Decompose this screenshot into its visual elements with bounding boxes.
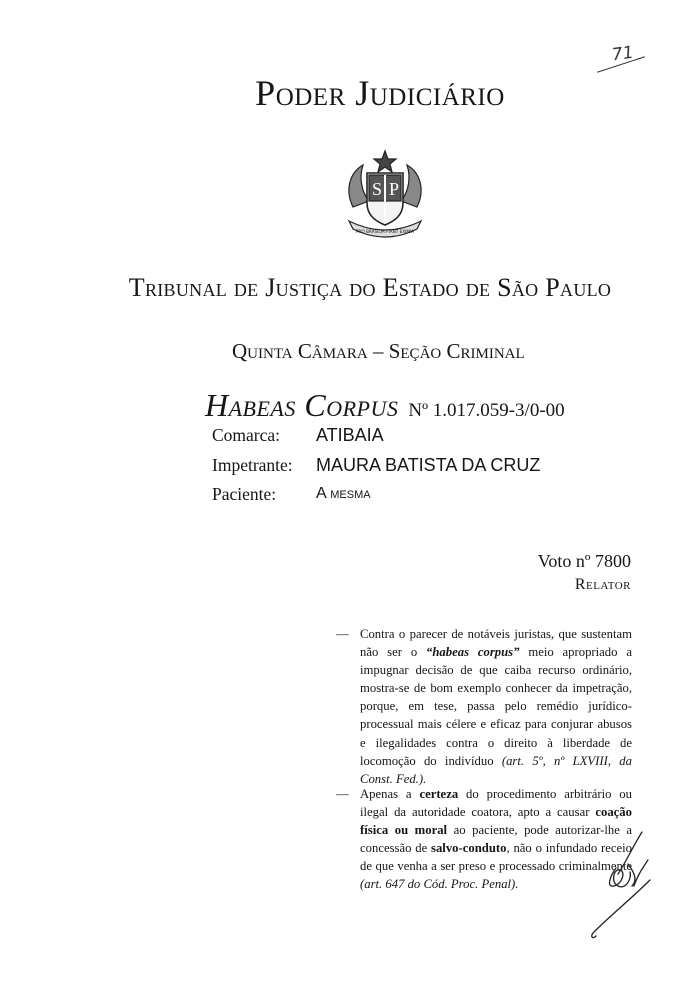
handwritten-signature-icon [572, 828, 662, 940]
seal-letter-p: P [388, 179, 400, 199]
summary-paragraph-1 [336, 625, 632, 788]
field-value-paciente: A mesma [316, 485, 371, 502]
folio-number: 71 [610, 42, 635, 66]
vote-number: Voto nº 7800 [537, 551, 631, 571]
summary-bold: coação física ou moral [360, 805, 632, 838]
summary-citation: (art. 647 do Cód. Proc. Penal). [360, 877, 519, 892]
case-number-value: 1.017.059-3/0-00 [432, 400, 565, 421]
field-label-impetrante: Impetrante: [212, 455, 293, 475]
summary-emphasis: “habeas corpus” [426, 645, 520, 660]
summary-segment: meio apropriado a impugnar decisão de que caiba recurso ordinário, mostra-se de bom exemplo conhecer da impetração, porque, em tese, passa pelo remédio jurídico-processual mais célere e eficaz para conjurar abusos e ilegalidades contra o direito à liberdade de locomoção do indivíduo [360, 645, 632, 768]
field-value-comarca: ATIBAIA [316, 425, 384, 445]
summary-segment: , não o infundado receio de que venha a ser preso e processado criminalmente [360, 841, 632, 874]
summary-bold: certeza [419, 787, 459, 801]
summary-segment: Apenas a [360, 787, 420, 801]
summary-bold: salvo-conduto [431, 841, 507, 856]
case-number [408, 400, 564, 421]
summary-dash: — [336, 787, 349, 801]
summary-segment: Contra o parecer de notáveis juristas, que sustentam não ser o [360, 627, 632, 660]
case-type: Habeas Corpus [205, 387, 399, 423]
summary-segment: do procedimento arbitrário ou ilegal da autoridade coatora, apto a causar [360, 787, 632, 820]
case-number-prefix: Nº [408, 400, 428, 421]
summary-text [336, 625, 632, 788]
seal-motto: PRO BRASILIA FIANT EXIMIA [355, 229, 415, 234]
page-title: Poder Judiciário [255, 73, 505, 113]
field-value-impetrante: MAURA BATISTA DA CRUZ [316, 455, 541, 475]
case-heading [205, 387, 565, 424]
field-label-paciente: Paciente: [212, 484, 277, 504]
court-name: Tribunal de Justiça do Estado de São Paulo [128, 273, 612, 302]
summary-dash: — [336, 627, 349, 641]
summary-segment: ao paciente, pode autorizar-lhe a concessão de [360, 823, 632, 856]
chamber-name: Quinta Câmara – Seção Criminal [232, 339, 525, 363]
summary-citation: (art. 5º, nº LXVIII, da Const. Fed.). [360, 753, 632, 786]
seal-letter-s: S [371, 179, 383, 199]
rapporteur-label: Relator [574, 576, 631, 593]
sao-paulo-coat-of-arms-icon [339, 147, 431, 241]
field-label-comarca: Comarca: [212, 425, 281, 445]
